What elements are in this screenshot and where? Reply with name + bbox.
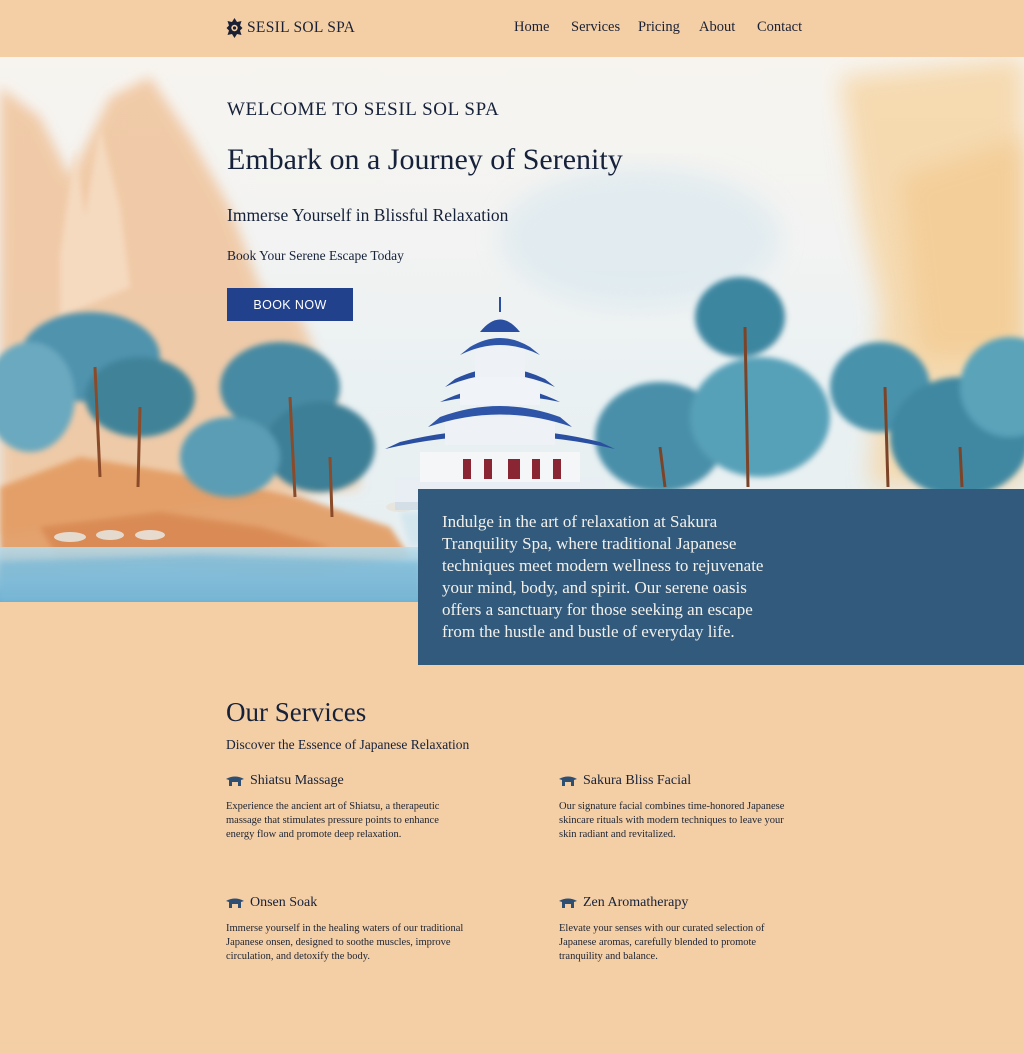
nav-home[interactable]: Home (514, 19, 550, 35)
nav-services[interactable]: Services (571, 19, 621, 35)
main-nav (0, 19, 1024, 39)
hero-eyebrow: WELCOME TO SESIL SOL SPA (227, 99, 500, 120)
service-card-aromatherapy (559, 894, 799, 963)
service-description: Immerse yourself in the healing waters of our traditional Japanese onsen, designed to soothe muscles, improve circulation, and detoxify the body. (226, 923, 464, 962)
hero-cta-text: Book Your Serene Escape Today (227, 248, 404, 263)
pagoda-roof-icon (559, 775, 577, 787)
pagoda-roof-icon (226, 897, 244, 909)
nav-contact[interactable]: Contact (757, 19, 803, 35)
pagoda-roof-icon (226, 775, 244, 787)
intro-panel (418, 489, 1024, 665)
service-description: Elevate your senses with our curated selection of Japanese aromas, carefully blended to promote tranquility and balance. (559, 923, 765, 962)
intro-text: Indulge in the art of relaxation at Sakura Tranquility Spa, where traditional Japanese techniques meet modern wellness to rejuvenate your mind, body, and spirit. Our serene oasis offers a sanctuary for those seeking an escape from the hustle and bustle of everyday life. (442, 512, 764, 641)
services-title: Our Services (226, 697, 367, 727)
hero-subtitle: Immerse Yourself in Blissful Relaxation (227, 205, 509, 225)
service-name: Shiatsu Massage (250, 773, 344, 788)
service-card-shiatsu (226, 772, 466, 841)
service-card-onsen (226, 894, 466, 963)
service-name: Zen Aromatherapy (583, 895, 689, 910)
nav-pricing[interactable]: Pricing (638, 19, 680, 35)
service-description: Experience the ancient art of Shiatsu, a therapeutic massage that stimulates pressure points to enhance energy flow and promote deep relaxation. (226, 801, 440, 840)
book-now-button[interactable]: BOOK NOW (227, 288, 353, 321)
nav-about[interactable]: About (699, 19, 736, 35)
services-subtitle: Discover the Essence of Japanese Relaxation (226, 737, 470, 752)
pagoda-roof-icon (559, 897, 577, 909)
site-header (0, 0, 1024, 57)
service-name: Sakura Bliss Facial (583, 773, 692, 788)
service-description: Our signature facial combines time-honored Japanese skincare rituals with modern techniques to leave your skin radiant and revitalized. (559, 801, 785, 840)
service-card-facial (559, 772, 799, 841)
service-name: Onsen Soak (250, 895, 318, 910)
hero-title: Embark on a Journey of Serenity (227, 143, 623, 176)
brand-name: SESIL SOL SPA (247, 19, 356, 36)
